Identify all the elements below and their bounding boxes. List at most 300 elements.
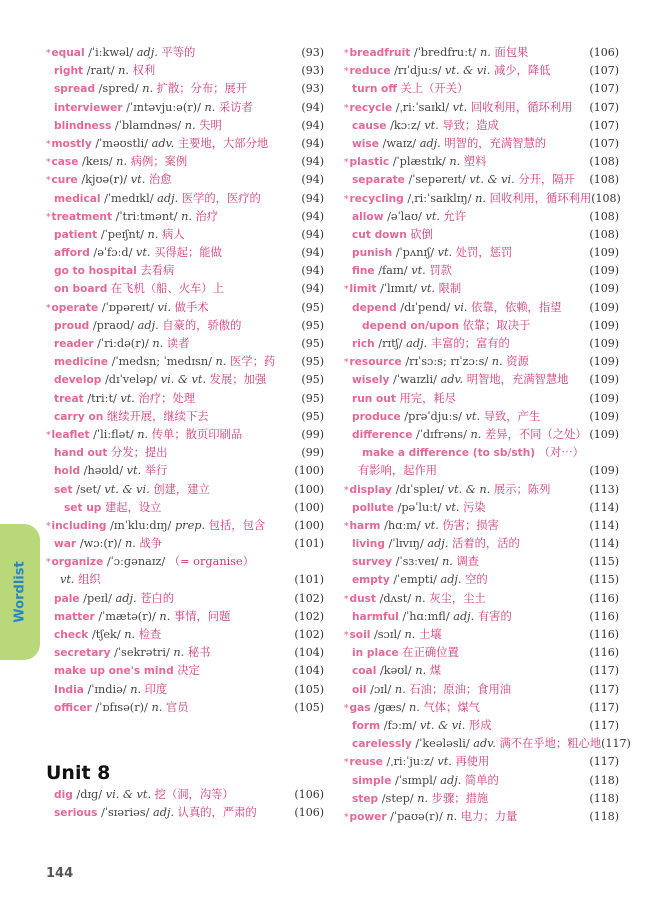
meaning: 步骤；措施 bbox=[431, 791, 489, 805]
wordlist-entry bbox=[344, 517, 619, 535]
meaning: 组织 bbox=[78, 573, 101, 587]
meaning: 自豪的，骄傲的 bbox=[162, 318, 242, 332]
page-ref: (118) bbox=[589, 773, 619, 787]
wordlist-entry bbox=[46, 62, 324, 80]
pronunciation: /kəʊl/ bbox=[379, 664, 412, 678]
part-of-speech: vt. bbox=[420, 282, 436, 296]
page-ref: (101) bbox=[294, 573, 324, 587]
entry-text bbox=[54, 262, 174, 280]
headword: fine bbox=[352, 265, 375, 278]
part-of-speech: n. bbox=[159, 609, 171, 623]
headword: turn off bbox=[352, 83, 397, 96]
pronunciation: /ˈmedsn; ˈmedɪsn/ bbox=[111, 355, 212, 369]
pronunciation: /ˌriːˈsaɪkl/ bbox=[395, 100, 450, 114]
page-ref: (100) bbox=[294, 482, 324, 496]
star-icon: * bbox=[46, 430, 51, 441]
entry-text bbox=[46, 299, 209, 318]
pronunciation: /ˌriːˈjuːz/ bbox=[386, 755, 434, 769]
wordlist-entry bbox=[46, 553, 324, 571]
headword: wise bbox=[352, 137, 379, 150]
star-icon: * bbox=[344, 594, 349, 605]
headword: set up bbox=[64, 501, 102, 514]
entry-text bbox=[54, 535, 162, 553]
wordlist-entry bbox=[344, 226, 619, 244]
wordlist-entry bbox=[46, 426, 324, 444]
meaning: 印度 bbox=[144, 682, 168, 696]
entry-text bbox=[344, 590, 486, 609]
entry-text bbox=[54, 99, 253, 117]
headword: form bbox=[352, 719, 381, 732]
meaning: 主要地，大部分地 bbox=[177, 136, 269, 150]
pronunciation: /ˈɔːɡənaɪz/ bbox=[106, 555, 166, 569]
wordlist-entry bbox=[344, 117, 619, 135]
headword: on board bbox=[54, 283, 108, 296]
wordlist-entry bbox=[46, 644, 324, 662]
page-ref: (94) bbox=[301, 173, 324, 187]
entry-text bbox=[362, 317, 530, 335]
pronunciation: /ɪnˈkluːdɪŋ/ bbox=[110, 518, 172, 532]
part-of-speech: n. bbox=[204, 100, 216, 114]
meaning: 简单的 bbox=[464, 773, 499, 787]
entry-text bbox=[344, 280, 461, 299]
meaning: 土壤 bbox=[418, 628, 442, 641]
wordlist-entry bbox=[344, 608, 619, 626]
page-ref: (95) bbox=[301, 300, 324, 314]
page-ref: (109) bbox=[589, 300, 619, 314]
pronunciation: /rɪˈsɔːs; rɪˈzɔːs/ bbox=[405, 355, 489, 369]
meaning: 面包果 bbox=[494, 46, 529, 59]
page-ref: (109) bbox=[589, 427, 619, 441]
pronunciation: /tʃek/ bbox=[91, 628, 121, 641]
headword: patient bbox=[54, 228, 98, 241]
headword: mostly bbox=[51, 137, 92, 150]
headword: pollute bbox=[352, 501, 394, 514]
pronunciation: /ˈbredfruːt/ bbox=[413, 46, 477, 59]
star-icon: * bbox=[344, 103, 349, 114]
headword: spread bbox=[54, 83, 96, 96]
wordlist-entry bbox=[344, 481, 619, 499]
pronunciation: /ˈsɜːveɪ/ bbox=[395, 555, 439, 569]
headword: afford bbox=[54, 247, 90, 260]
entry-text bbox=[54, 804, 257, 822]
headword: reader bbox=[54, 338, 94, 350]
wordlist-entry bbox=[46, 44, 324, 62]
wordlist-entry bbox=[46, 371, 324, 389]
headword: reuse bbox=[349, 756, 383, 769]
page-ref: (94) bbox=[301, 100, 324, 114]
wordlist-entry bbox=[46, 699, 324, 717]
headword: living bbox=[352, 538, 385, 551]
part-of-speech: vi. bbox=[157, 300, 172, 314]
part-of-speech: n. bbox=[116, 155, 128, 169]
headword: equal bbox=[51, 47, 85, 59]
wordlist-entry bbox=[344, 80, 619, 98]
wordlist-entry bbox=[46, 462, 324, 480]
meaning: 医学的，医疗的 bbox=[181, 191, 261, 205]
entry-text bbox=[54, 371, 266, 389]
star-icon: * bbox=[46, 176, 51, 187]
meaning: 有影响，起作用 bbox=[358, 464, 438, 478]
entry-text bbox=[46, 208, 218, 227]
entry-text bbox=[352, 208, 466, 226]
star-icon: * bbox=[344, 67, 349, 78]
pronunciation: /ˈwaɪzli/ bbox=[393, 373, 437, 387]
headword: punish bbox=[352, 247, 393, 260]
headword: oil bbox=[352, 683, 367, 696]
pronunciation: /ˈɒfɪsə(r)/ bbox=[95, 700, 148, 714]
entry-text bbox=[54, 335, 190, 353]
page-ref: (114) bbox=[589, 518, 619, 532]
pronunciation: /praʊd/ bbox=[92, 318, 135, 332]
page-ref: (106) bbox=[294, 806, 324, 820]
entry-text bbox=[352, 390, 456, 408]
page-ref: (104) bbox=[294, 646, 324, 660]
entry-text bbox=[352, 681, 511, 699]
meaning: 去看病 bbox=[140, 264, 175, 278]
entry-text bbox=[352, 171, 575, 189]
page-ref: (95) bbox=[301, 337, 324, 350]
entry-text bbox=[352, 535, 520, 553]
part-of-speech: adj. bbox=[137, 318, 159, 332]
meaning: 秘书 bbox=[187, 646, 211, 660]
entry-text bbox=[352, 717, 492, 735]
entry-text bbox=[352, 226, 433, 244]
page-ref: (108) bbox=[589, 227, 619, 241]
star-icon: * bbox=[46, 212, 51, 223]
headword: hold bbox=[54, 465, 81, 478]
headword: leaflet bbox=[51, 428, 90, 441]
meaning: 允许 bbox=[443, 209, 467, 223]
page-ref: (109) bbox=[589, 464, 619, 478]
page-ref: (109) bbox=[589, 373, 619, 387]
page-ref: (94) bbox=[301, 227, 324, 241]
part-of-speech: n. bbox=[142, 82, 154, 96]
meaning: 明智的，充满智慧的 bbox=[444, 136, 547, 150]
wordlist-entry bbox=[344, 772, 619, 790]
meaning: （= organise） bbox=[168, 555, 254, 569]
meaning: 调查 bbox=[456, 555, 480, 569]
wordlist-entry bbox=[46, 804, 324, 822]
headword: carry on bbox=[54, 410, 104, 423]
headword: case bbox=[51, 156, 79, 169]
headword: hand out bbox=[54, 447, 108, 460]
entry-text bbox=[54, 462, 167, 480]
entry-text bbox=[344, 353, 529, 372]
entry-text bbox=[352, 571, 488, 589]
meaning: 包括，包含 bbox=[208, 518, 266, 532]
pronunciation: /ˈdɪfrəns/ bbox=[416, 427, 467, 441]
headword: carelessly bbox=[352, 738, 412, 751]
part-of-speech: adj. bbox=[453, 609, 475, 623]
page-ref: (107) bbox=[589, 82, 619, 96]
wordlist-entry bbox=[46, 681, 324, 699]
part-of-speech: n. bbox=[442, 555, 453, 569]
headword: soil bbox=[349, 629, 371, 641]
headword: cause bbox=[352, 119, 387, 132]
headword: power bbox=[349, 810, 387, 823]
wordlist-entry bbox=[344, 262, 619, 280]
star-icon: * bbox=[344, 812, 349, 823]
headword: reduce bbox=[349, 65, 391, 78]
part-of-speech: adj. bbox=[440, 773, 462, 787]
pronunciation: /ˌriːˈsaɪklɪŋ/ bbox=[407, 191, 472, 205]
wordlist-entry bbox=[344, 444, 619, 462]
headword: gas bbox=[349, 701, 371, 714]
meaning: 依靠，依赖，指望 bbox=[471, 300, 562, 314]
headword: right bbox=[54, 65, 84, 78]
wordlist-entry bbox=[344, 208, 619, 226]
wordlist-entry bbox=[344, 499, 619, 517]
pronunciation: /ˈkeələsli/ bbox=[415, 737, 470, 751]
entry-text bbox=[54, 390, 195, 408]
wordlist-entry bbox=[46, 153, 324, 171]
page-ref: (95) bbox=[301, 355, 324, 369]
entry-text bbox=[46, 171, 172, 190]
meaning: 污染 bbox=[463, 500, 486, 514]
meaning: 在正确位置 bbox=[402, 646, 459, 660]
wordlist-entry bbox=[46, 244, 324, 262]
meaning: 扩散；分布；展开 bbox=[156, 82, 248, 96]
entry-text bbox=[352, 262, 452, 280]
entry-text bbox=[54, 699, 189, 717]
part-of-speech: adj. bbox=[419, 136, 441, 150]
part-of-speech: n. bbox=[414, 591, 426, 605]
meaning: 限制 bbox=[438, 282, 462, 296]
meaning: 关上（开关） bbox=[400, 82, 469, 96]
part-of-speech: n. bbox=[479, 46, 491, 59]
meaning: 差异，不同（之处） bbox=[484, 427, 587, 441]
part-of-speech: vt. bbox=[60, 573, 75, 587]
wordlist-entry bbox=[344, 662, 619, 680]
headword: go to hospital bbox=[54, 265, 137, 278]
page-ref: (93) bbox=[301, 64, 324, 78]
page-ref: (114) bbox=[589, 537, 619, 551]
page-ref: (109) bbox=[589, 409, 619, 423]
page-ref: (93) bbox=[301, 82, 324, 96]
entry-text bbox=[352, 117, 499, 135]
pronunciation: /ˈiːkwəl/ bbox=[88, 46, 134, 59]
part-of-speech: n. bbox=[409, 700, 420, 714]
headword: recycle bbox=[349, 101, 393, 114]
entry-text bbox=[54, 662, 200, 680]
wordlist-entry bbox=[344, 299, 619, 317]
headword: survey bbox=[352, 556, 393, 569]
wordlist-entry bbox=[344, 644, 619, 662]
wordlist-entry bbox=[344, 280, 619, 298]
star-icon: * bbox=[344, 703, 349, 714]
headword: make a difference (to sb/sth) bbox=[362, 447, 536, 460]
entry-text bbox=[344, 99, 572, 118]
pronunciation: /ɡæs/ bbox=[374, 700, 406, 714]
part-of-speech: adj. bbox=[440, 573, 462, 587]
page-ref: (108) bbox=[591, 191, 621, 205]
part-of-speech: n. bbox=[173, 646, 185, 660]
page-ref: (105) bbox=[294, 682, 324, 696]
entry-text bbox=[352, 553, 479, 571]
pronunciation: /ˈsepəreɪt/ bbox=[408, 173, 466, 187]
meaning: 石油；原油；食用油 bbox=[409, 682, 512, 696]
wordlist-entry bbox=[46, 571, 324, 589]
meaning: 满不在乎地；粗心地 bbox=[499, 737, 602, 751]
part-of-speech: n. bbox=[184, 118, 196, 132]
entry-text bbox=[344, 481, 550, 500]
meaning: 认真的，严肃的 bbox=[177, 806, 257, 820]
part-of-speech: n. bbox=[417, 791, 429, 805]
star-icon: * bbox=[344, 285, 349, 296]
wordlist-entry bbox=[46, 353, 324, 371]
pronunciation: /sɔɪl/ bbox=[373, 628, 401, 641]
part-of-speech: n. bbox=[446, 809, 458, 823]
headword: simple bbox=[352, 774, 392, 787]
part-of-speech: vt. bbox=[424, 518, 439, 532]
entry-text bbox=[362, 444, 584, 462]
meaning: 病例；案例 bbox=[130, 155, 188, 169]
meaning: 灰尘，尘土 bbox=[429, 591, 486, 605]
entry-text bbox=[46, 553, 254, 572]
meaning: 依靠；取决于 bbox=[462, 318, 531, 332]
page-ref: (95) bbox=[301, 391, 324, 405]
wordlist-entry bbox=[46, 608, 324, 626]
meaning: 处罚，惩罚 bbox=[455, 246, 513, 260]
headword: develop bbox=[54, 374, 102, 387]
part-of-speech: vt. bbox=[444, 500, 460, 514]
part-of-speech: n. bbox=[215, 355, 227, 369]
page-ref: (104) bbox=[294, 664, 324, 678]
wordlist-entry bbox=[344, 317, 619, 335]
wordlist-entry bbox=[46, 626, 324, 644]
wordlist-entry bbox=[46, 481, 324, 499]
wordlist-entry bbox=[46, 535, 324, 553]
entry-text bbox=[46, 153, 187, 172]
meaning: 活着的，活的 bbox=[452, 537, 520, 551]
entry-text bbox=[54, 681, 167, 699]
pronunciation: /əˈfɔːd/ bbox=[93, 246, 133, 260]
page-ref: (109) bbox=[589, 391, 619, 405]
meaning: 举行 bbox=[144, 464, 168, 478]
meaning: 气体；煤气 bbox=[423, 700, 480, 714]
wordlist-entry bbox=[46, 517, 324, 535]
entry-text bbox=[344, 190, 591, 209]
meaning: 分发；提出 bbox=[110, 446, 168, 460]
wordlist-tab-label: Wordlist bbox=[12, 561, 28, 623]
headword: make up one's mind bbox=[54, 665, 174, 678]
page-ref: (116) bbox=[589, 609, 619, 623]
page-ref: (117) bbox=[589, 718, 619, 732]
wordlist-entry bbox=[344, 753, 619, 771]
star-icon: * bbox=[344, 485, 349, 496]
entry-text bbox=[54, 353, 275, 371]
wordlist-entry bbox=[344, 790, 619, 808]
headword: harmful bbox=[352, 610, 399, 623]
headword: officer bbox=[54, 701, 92, 714]
entry-text bbox=[54, 786, 234, 804]
headword: matter bbox=[54, 610, 95, 623]
meaning: 战争 bbox=[139, 537, 163, 551]
part-of-speech: vt. bbox=[126, 464, 142, 478]
headword: cut down bbox=[352, 228, 407, 241]
part-of-speech: vt. & vi. bbox=[469, 173, 515, 187]
wordlist-entry bbox=[344, 153, 619, 171]
entry-text bbox=[54, 608, 230, 626]
page-ref: (99) bbox=[301, 446, 324, 460]
page-ref: (94) bbox=[301, 264, 324, 278]
meaning: 苍白的 bbox=[140, 591, 175, 605]
pronunciation: /faɪn/ bbox=[378, 264, 408, 278]
headword: empty bbox=[352, 574, 390, 587]
part-of-speech: vt. & vi. bbox=[445, 64, 491, 78]
pronunciation: /ˈblaɪndnəs/ bbox=[114, 118, 182, 132]
part-of-speech: adj. bbox=[157, 191, 179, 205]
entry-text bbox=[46, 135, 268, 154]
headword: coal bbox=[352, 665, 377, 678]
part-of-speech: n. bbox=[394, 682, 406, 696]
pronunciation: /ˈmedɪkl/ bbox=[104, 191, 154, 205]
meaning: 继续开展，继续下去 bbox=[106, 409, 209, 423]
part-of-speech: adj. bbox=[152, 806, 175, 820]
meaning: 做手术 bbox=[174, 300, 209, 314]
wordlist-entry bbox=[344, 735, 631, 753]
headword: wisely bbox=[352, 374, 390, 387]
page-ref: (116) bbox=[589, 628, 619, 641]
entry-text bbox=[344, 808, 517, 827]
wordlist-entry bbox=[344, 571, 619, 589]
headword: depend on/upon bbox=[362, 319, 459, 332]
wordlist-entry bbox=[46, 662, 324, 680]
entry-text bbox=[54, 190, 261, 208]
wordlist-entry bbox=[344, 62, 619, 80]
pronunciation: /prəˈdjuːs/ bbox=[404, 409, 462, 423]
meaning: 治疗 bbox=[195, 209, 219, 223]
headword: treat bbox=[54, 392, 84, 405]
entry-text bbox=[352, 135, 546, 153]
pronunciation: /ˈplæstɪk/ bbox=[392, 155, 446, 169]
meaning: 医学；药 bbox=[229, 355, 276, 369]
entry-text bbox=[352, 244, 512, 262]
headword: serious bbox=[54, 807, 98, 820]
part-of-speech: n. bbox=[449, 155, 461, 169]
part-of-speech: n. bbox=[491, 355, 503, 369]
star-icon: * bbox=[344, 521, 349, 532]
page-number: 144 bbox=[46, 866, 74, 881]
part-of-speech: adj. bbox=[136, 46, 158, 59]
meaning: 塑料 bbox=[463, 155, 487, 169]
pronunciation: /peɪl/ bbox=[83, 591, 112, 605]
page-ref: (102) bbox=[294, 628, 324, 641]
pronunciation: /hɑːm/ bbox=[384, 518, 421, 532]
pronunciation: /ˈlɪvɪŋ/ bbox=[388, 537, 424, 551]
part-of-speech: adj. bbox=[115, 591, 137, 605]
star-icon: * bbox=[344, 631, 349, 641]
unit8-column bbox=[46, 786, 324, 822]
star-icon: * bbox=[46, 139, 51, 150]
meaning: 事情，问题 bbox=[173, 609, 231, 623]
entry-text bbox=[352, 80, 468, 98]
page-ref: (114) bbox=[589, 500, 619, 514]
entry-text bbox=[46, 517, 265, 536]
part-of-speech: vi. bbox=[453, 300, 468, 314]
part-of-speech: n. bbox=[147, 227, 159, 241]
pronunciation: /ˈpaʊə(r)/ bbox=[390, 809, 443, 823]
page-ref: (105) bbox=[294, 700, 324, 714]
headword: dig bbox=[54, 789, 73, 801]
entry-text bbox=[54, 226, 185, 244]
headword: limit bbox=[349, 283, 377, 296]
wordlist-entry bbox=[344, 335, 619, 353]
meaning: 权利 bbox=[132, 64, 156, 78]
meaning: 电力；力量 bbox=[460, 809, 518, 823]
headword: interviewer bbox=[54, 101, 123, 114]
headword: operate bbox=[51, 301, 99, 314]
